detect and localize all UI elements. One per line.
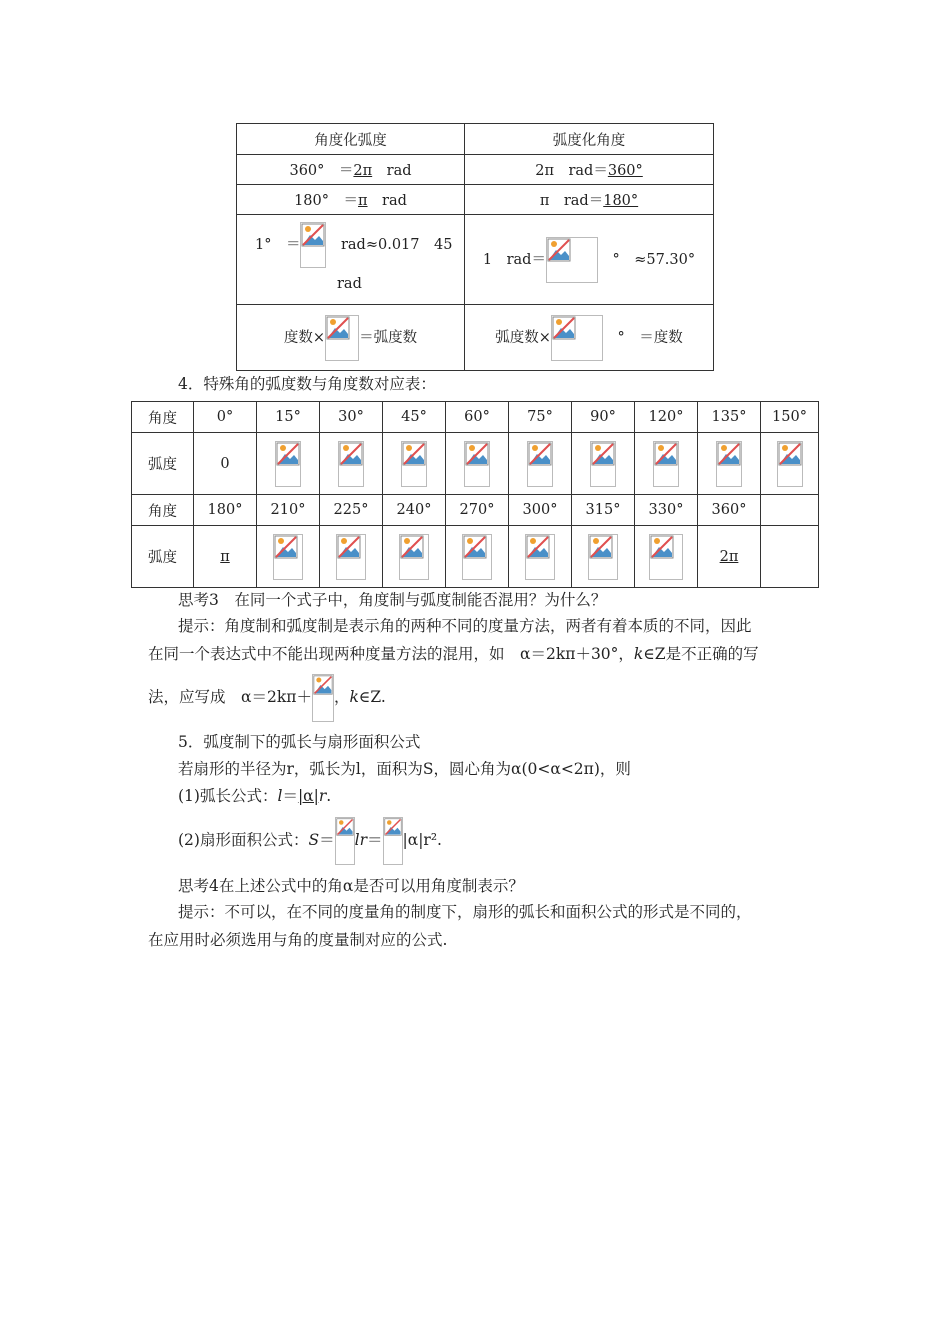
label-rad: 弧度: [132, 433, 194, 495]
rad-cell: [320, 526, 383, 588]
rad-cell: [257, 433, 320, 495]
fraction-image-icon: [590, 441, 616, 487]
fraction-image-icon: [588, 534, 618, 580]
fraction-image-icon: [462, 534, 492, 580]
angle-cell: 270°: [446, 495, 509, 526]
angle-cell: 30°: [320, 402, 383, 433]
angle-cell: 75°: [509, 402, 572, 433]
fraction-image-icon: [401, 441, 427, 487]
angle-cell: 360°: [698, 495, 761, 526]
fraction-image-icon: [300, 222, 326, 268]
fraction-image-icon: [525, 534, 555, 580]
fraction-image-icon: [338, 441, 364, 487]
rad-cell: [635, 433, 698, 495]
angle-cell: 45°: [383, 402, 446, 433]
angle-cell: 300°: [509, 495, 572, 526]
fraction-image-icon: [399, 534, 429, 580]
angle-cell: 210°: [257, 495, 320, 526]
row-rad-formula: 弧度数× ° ＝度数: [465, 305, 714, 371]
rad-cell: [761, 433, 819, 495]
special-angle-table: [131, 401, 819, 588]
fraction-image-icon: [325, 315, 359, 361]
row-180-left: 180° ＝π rad: [237, 185, 465, 215]
conversion-table: [236, 123, 714, 371]
angle-cell: 0°: [194, 402, 257, 433]
think3-answer-line3: 法，应写成 α＝2kπ＋ ，k∈Z.: [148, 674, 386, 722]
fraction-image-icon: [335, 817, 355, 865]
fraction-image-icon: [312, 674, 334, 722]
sector-definition: 若扇形的半径为r，弧长为l，面积为S，圆心角为α(0<α<2π)，则: [178, 760, 631, 778]
sector-area-formula: (2)扇形面积公式：S＝ lr＝ |α|r².: [148, 816, 442, 865]
section-4-title: 4．特殊角的弧度数与角度数对应表：: [178, 375, 436, 393]
label-angle: 角度: [132, 495, 194, 526]
fraction-image-icon: [273, 534, 303, 580]
fraction-image-icon: [551, 315, 603, 361]
angle-cell: 60°: [446, 402, 509, 433]
angle-cell: 240°: [383, 495, 446, 526]
rad-cell: [635, 526, 698, 588]
rad-cell: π: [194, 526, 257, 588]
rad-cell: [446, 433, 509, 495]
think4-answer-line1: 提示：不可以，在不同的度量角的制度下，扇形的弧长和面积公式的形式是不同的，: [178, 903, 752, 921]
rad-cell: [383, 526, 446, 588]
rad-cell: [446, 526, 509, 588]
label-rad: 弧度: [132, 526, 194, 588]
header-rad-to-deg: 弧度化角度: [465, 124, 714, 155]
angle-cell: 180°: [194, 495, 257, 526]
angle-cell: 150°: [761, 402, 819, 433]
rad-cell: [320, 433, 383, 495]
angle-cell: 225°: [320, 495, 383, 526]
angle-cell: 120°: [635, 402, 698, 433]
angle-cell: 330°: [635, 495, 698, 526]
fraction-image-icon: [464, 441, 490, 487]
angle-cell: 90°: [572, 402, 635, 433]
fraction-image-icon: [546, 237, 598, 283]
row-1deg-left: 1° ＝ rad≈0.017 45 rad: [237, 215, 465, 305]
arc-length-formula: (1)弧长公式：l＝|α|r.: [178, 787, 332, 805]
rad-cell: [572, 526, 635, 588]
rad-cell: [509, 433, 572, 495]
angle-cell: 315°: [572, 495, 635, 526]
fraction-image-icon: [777, 441, 803, 487]
think3-answer-line1: 提示：角度制和弧度制是表示角的两种不同的度量方法，两者有着本质的不同，因此: [178, 617, 752, 635]
row-1rad-right: 1 rad＝ ° ≈57.30°: [465, 215, 714, 305]
row-360-left: 360° ＝2π rad: [237, 155, 465, 185]
think3-question: 思考3 在同一个式子中，角度制与弧度制能否混用？为什么？: [178, 591, 607, 609]
row-180-right: π rad＝180°: [465, 185, 714, 215]
fraction-image-icon: [527, 441, 553, 487]
rad-cell: [509, 526, 572, 588]
fraction-image-icon: [716, 441, 742, 487]
fraction-image-icon: [275, 441, 301, 487]
angle-cell: 15°: [257, 402, 320, 433]
section-5-title: 5．弧度制下的弧长与扇形面积公式: [178, 733, 421, 751]
angle-cell: 135°: [698, 402, 761, 433]
header-deg-to-rad: 角度化弧度: [237, 124, 465, 155]
think4-answer-line2: 在应用时必须选用与角的度量制对应的公式.: [148, 931, 448, 949]
empty-cell: [761, 526, 819, 588]
empty-cell: [761, 495, 819, 526]
rad-cell: 2π: [698, 526, 761, 588]
label-angle: 角度: [132, 402, 194, 433]
row-360-right: 2π rad＝360°: [465, 155, 714, 185]
row-deg-formula: 度数× ＝弧度数: [237, 305, 465, 371]
fraction-image-icon: [383, 817, 403, 865]
rad-cell: [383, 433, 446, 495]
rad-cell: 0: [194, 433, 257, 495]
think4-question: 思考4在上述公式中的角α是否可以用角度制表示？: [178, 877, 524, 895]
fraction-image-icon: [653, 441, 679, 487]
rad-cell: [698, 433, 761, 495]
rad-cell: [257, 526, 320, 588]
fraction-image-icon: [649, 534, 683, 580]
fraction-image-icon: [336, 534, 366, 580]
think3-answer-line2: 在同一个表达式中不能出现两种度量方法的混用，如 α＝2kπ＋30°，k∈Z是不正确的写: [148, 645, 759, 663]
rad-cell: [572, 433, 635, 495]
